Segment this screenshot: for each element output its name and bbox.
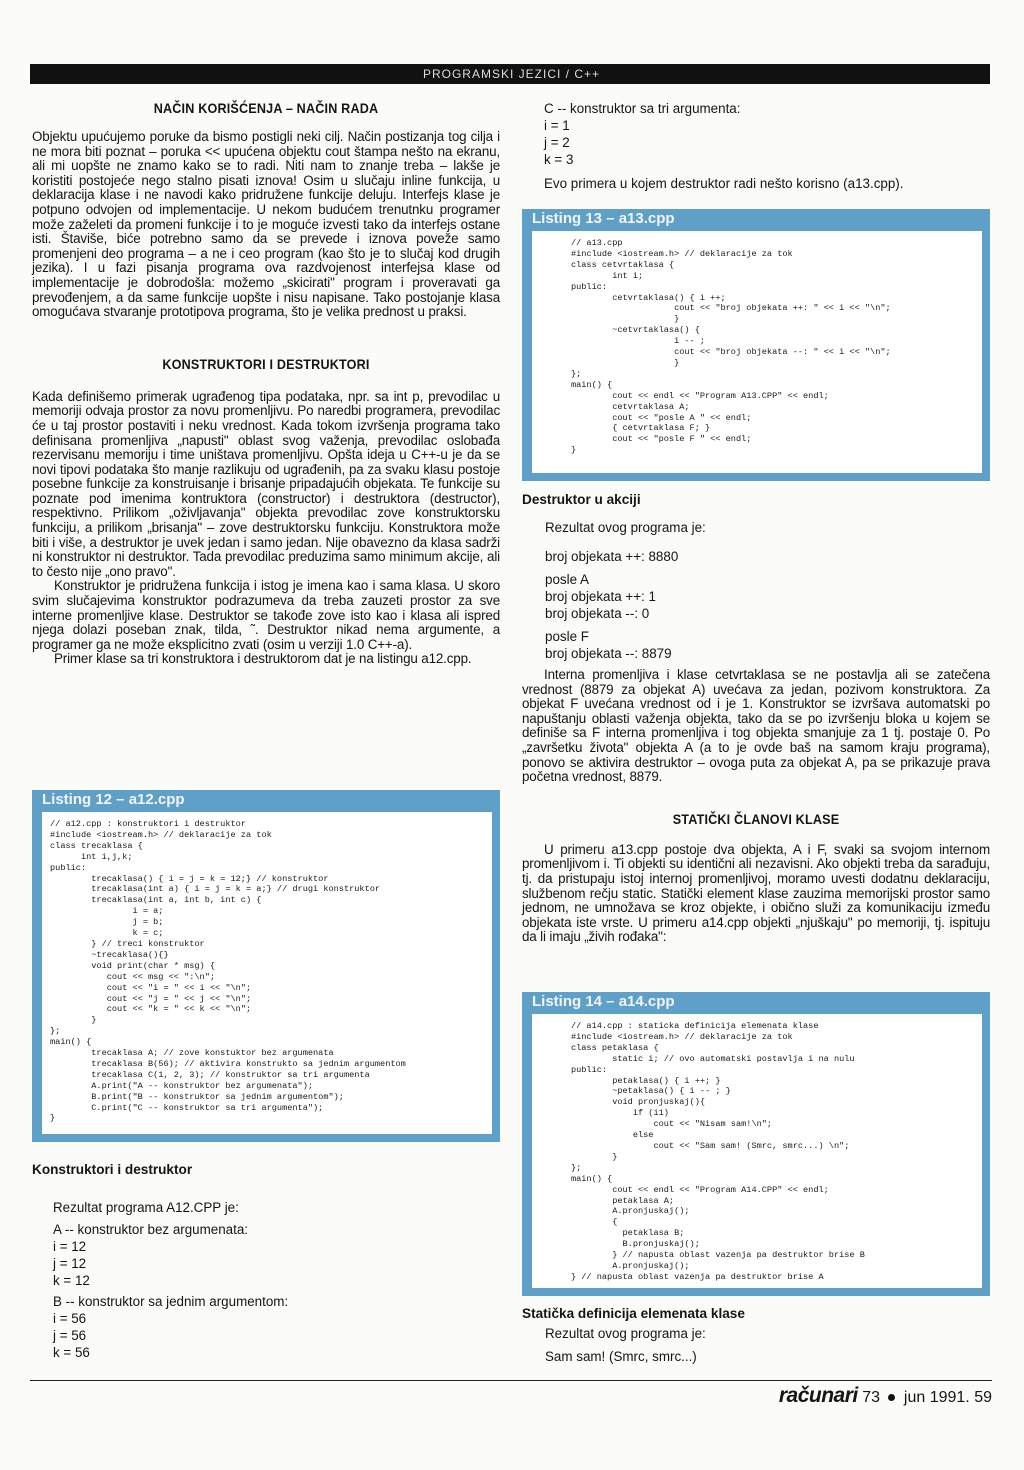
result-line: A -- konstruktor bez argumenata:: [53, 1222, 249, 1237]
result-line: k = 3: [544, 152, 574, 167]
result-posle-a: [545, 571, 990, 622]
left-results: [32, 1162, 500, 1361]
footer-rule: [30, 1380, 992, 1381]
result-intro-a13: Rezultat ovog programa je:: [545, 520, 706, 535]
result-line: broj objekata ++: 1: [545, 589, 656, 604]
result-line: j = 12: [53, 1256, 87, 1271]
right-middle: [522, 492, 990, 945]
listing-12-title: Listing 12 – a12.cpp: [42, 791, 185, 808]
result-b-block: [53, 1293, 500, 1361]
page-footer: [779, 1384, 992, 1408]
left-column: [32, 96, 500, 667]
result-line: posle A: [545, 572, 589, 587]
issue-number: 73: [862, 1389, 880, 1406]
heading-staticki: STATIČKI ČLANOVI KLASE: [672, 810, 840, 827]
listing-14-title: Listing 14 – a14.cpp: [532, 993, 675, 1010]
paragraph-konstruktori: Kada definišemo primerak ugrađenog tipa podataka, npr. sa int p, prevodilac u memoriji odvaja prostor za novu promenljivu. Po naredbi programera, prevodilac će u taj prostor postaviti i neku vrednost. Kada tokom izvršenja programa tako definisana promenljiva „napusti" oblast svog važenja, prevodilac oslobađa rezervisanu memoriju i time uništava promenljivu. Opšta ideja u C++-u je da se novi tipovi podataka što manje razlikuju od ugrađenih, pa za svaku klasu postoje posebne funkcije za konstruisanje i brisanje pripadajućih objekata. Te funkcije su poznate pod imenima kontruktora (constructor) i destruktora (destructor), respektivno. Prilikom „oživljavanja" objekta prevodilac zove konstruktorsku funkciju, a prilikom „brisanja" – zove destruktorsku funkciju. Konstruktora može biti i više, a destruktor je uvek jedan i samo jedan. Nije obavezno da klasa sadrži ni konstruktor ni destruktor. Tada prevodilac preduzima samo minimum akcije, ali to često nije „ono pravo".: [32, 388, 500, 579]
heading-nacin-koriscenja: NAČIN KORIŠĆENJA – NAČIN RADA: [153, 100, 379, 116]
page-number: 59: [974, 1389, 992, 1406]
result-intro-a12: Rezultat programa A12.CPP je:: [53, 1200, 239, 1215]
right-bottom: [522, 1306, 990, 1365]
paragraph-interface: Objektu upućujemo poruke da bismo postigli neki cilj. Način postizanja tog cilja i ne mora biti poznat – poruka << upućena objektu cout štampa nešto na ekranu, ali mi uopšte ne znamo kako se to radi. Niti nam to znanje treba – lakše je koristiti postojeće nego stalno pisati iznova! Osim u slučaju inline funkcija, u deklaracija klase i ne navodi kako pridružene funkcije deluju. Interfejs klase je potpuno odvojen od implementacije. U nekom budućem trenutnku programer može zaželeti da promeni funkcije i to je moguće izvesti tako da interfejs ostane isti. Štaviše, biće potrebno samo da se prevede i iznova poveže samo promenjeni deo programa – a ne i ceo program (kao što je to slučaj kod drugih jezika). I u fazi pisanja programa ova razdvojenost interfejsa klase od implementacije je dobrodošla: možemo „skicirati" program i proveravati ga prevođenjem, a da same funkcije uopšte i nisu napisane. Tako postojanje klasa omogućava stvaranje prototipova programa, što je velika prednost u praksi.: [32, 129, 500, 320]
caption-listing-12: Konstruktori i destruktor: [32, 1162, 193, 1177]
result-line: i = 1: [544, 118, 570, 133]
listing-14: [522, 992, 990, 1296]
heading-konstruktori: KONSTRUKTORI I DESTRUKTORI: [162, 355, 370, 372]
magazine-name: računari: [778, 1384, 858, 1407]
result-intro-a14: Rezultat ovog programa je:: [545, 1326, 706, 1341]
right-top: [544, 100, 984, 192]
result-line: j = 2: [544, 135, 570, 150]
listing-12-code: // a12.cpp : konstruktori i destruktor #include <iostream.h> // deklaracije za tok class trecaklasa { int i,j,k; public: trecaklasa() { i = j = k = 12;} // konstruktor trecaklasa(int a) { i = j = k = a;} // drugi konstruktor trecaklasa(int a, int b, int c) { i = a; j = b; k = c; } // treci konstruktor ~trecaklasa(){} void print(char * msg) { cout << msg << ":\n"; cout << "i = " << i << "\n"; cout << "j = " << j << "\n"; cout << "k = " << k << "\n"; } }; main() { trecaklasa A; // zove konstuktor bez argumenata trecaklasa B(56); // aktivira konstrukto sa jednim argumentom trecaklasa C(1, 2, 3); // konstruktor sa tri argumenta A.print("A -- konstruktor bez argumenata"); B.print("B -- konstruktor sa jednim argumentom"); C.print("C -- konstruktor sa tri argumenta"); }: [42, 812, 492, 1134]
result-line: k = 12: [53, 1273, 90, 1288]
bullet-icon: [888, 1394, 895, 1401]
result-line: C -- konstruktor sa tri argumenta:: [544, 101, 741, 116]
result-line: broj objekata --: 0: [545, 606, 650, 621]
section-header: [30, 64, 990, 84]
caption-listing-14: Statička definicija elemenata klase: [522, 1306, 745, 1321]
paragraph-primer: Primer klase sa tri konstruktora i destruktorom dat je na listingu a12.cpp.: [54, 651, 472, 667]
result-c-block: [544, 100, 984, 168]
result-line: i = 56: [53, 1311, 87, 1326]
paragraph-destruktor: Konstruktor je pridružena funkcija i istog je imena kao i sama klasa. U skoro svim slučajevima konstruktor podrazumeva da treba zauzeti prostor za sve interne promenljive klase. Destruktor se takođe zove isto kao i klasa ali ispred njega dolazi poseban znak, tilda, ˜. Destruktor nikad nema argumente, a programer ga ne može eksplicitno zvati (osim u verziji 1.0 C++-a).: [32, 578, 500, 652]
result-line: j = 56: [53, 1328, 87, 1343]
result-a-block: [53, 1221, 500, 1289]
listing-14-code: // a14.cpp : staticka definicija elemenata klase #include <iostream.h> // deklaracije za tok class petaklasa { static i; // ovo automatski postavlja i na nulu public: petaklasa() { i ++; } ~petaklasa() { i -- ; } void pronjuskaj(){ if (i1) cout << "Nisam sam!\n"; else cout << "Sam sam! (Smrc, smrc...) \n"; } }; main() { cout << endl << "Program A14.CPP" << endl; petaklasa A; A.pronjuskaj(); { petaklasa B; B.pronjuskaj(); } // napusta oblast vazenja pa destruktor brise B A.pronjuskaj(); } // napusta oblast vazenja pa destruktor brise A: [532, 1014, 982, 1288]
listing-13-code: // a13.cpp #include <iostream.h> // deklaracije za tok class cetvrtaklasa { int i; public: cetvrtaklasa() { i ++; cout << "broj objekata ++: " << i << "\n"; } ~cetvrtaklasa() { i -- ; cout << "broj objekata --: " << i << "\n"; } }; main() { cout << endl << "Program A13.CPP" << endl; cetvrtaklasa A; cout << "posle A " << endl; { cetvrtaklasa F; } cout << "posle F " << endl; }: [532, 231, 982, 473]
caption-listing-13: Destruktor u akciji: [522, 492, 641, 507]
listing-13: [522, 209, 990, 481]
result-line: posle F: [545, 629, 589, 644]
result-line: broj objekata --: 8879: [545, 646, 672, 661]
result-line: broj objekata ++: 8880: [545, 549, 679, 564]
result-line: i = 12: [53, 1239, 87, 1254]
listing-13-title: Listing 13 – a13.cpp: [532, 210, 675, 227]
section-title: PROGRAMSKI JEZICI / C++: [422, 67, 600, 81]
issue-date: jun 1991.: [903, 1389, 970, 1406]
result-line: k = 56: [53, 1345, 90, 1360]
paragraph-staticki: U primeru a13.cpp postoje dva objekta, A i F, svaki sa svojom internom promenljivom i. Ti objekti su identični ali nezavisni. Ako objekti treba da sarađuju, tj. da pristupaju istoj internoj promenljivoj, moramo uvesti dodatnu deklaraciju, službenom rečju static. Statički element klase zauzima memorijski prostor samo jednom, ne umnožava se kroz objekte, i obično služi za komunikaciju između objekata iste vrste. U primeru a14.cpp objekti „njuškaju" po memoriji, tj. ispituju da li imaju „živih rođaka":: [522, 841, 990, 945]
result-line: Sam sam! (Smrc, smrc...): [545, 1349, 697, 1364]
paragraph-interna: Interna promenljiva i klase cetvrtaklasa se ne postavlja ali se zatečena vrednost (8879 za objekat A) uvećava za jedan, pozivom konstruktora. Za objekat F uvećana vrednost od i je 1. Konstruktor se izvršava automatski po napuštanju oblasti važenja objekta, tako da se po izvršenju bloka u kojem se definiše sa F interna promenljiva i tog objekta smanjuje za 1 tj. postaje 0. Po „završetku života" objekta A (a to je ovde baš na samom kraju programa), ponovo se aktivira destruktor – ovoga puta za objekat A, pa se prikazuje prava početna vrednost, 8879.: [522, 667, 990, 785]
paragraph-evo: Evo primera u kojem destruktor radi nešto korisno (a13.cpp).: [544, 176, 904, 191]
result-line: B -- konstruktor sa jednim argumentom:: [53, 1294, 289, 1309]
listing-12: [32, 790, 500, 1142]
result-posle-f: [545, 628, 990, 662]
